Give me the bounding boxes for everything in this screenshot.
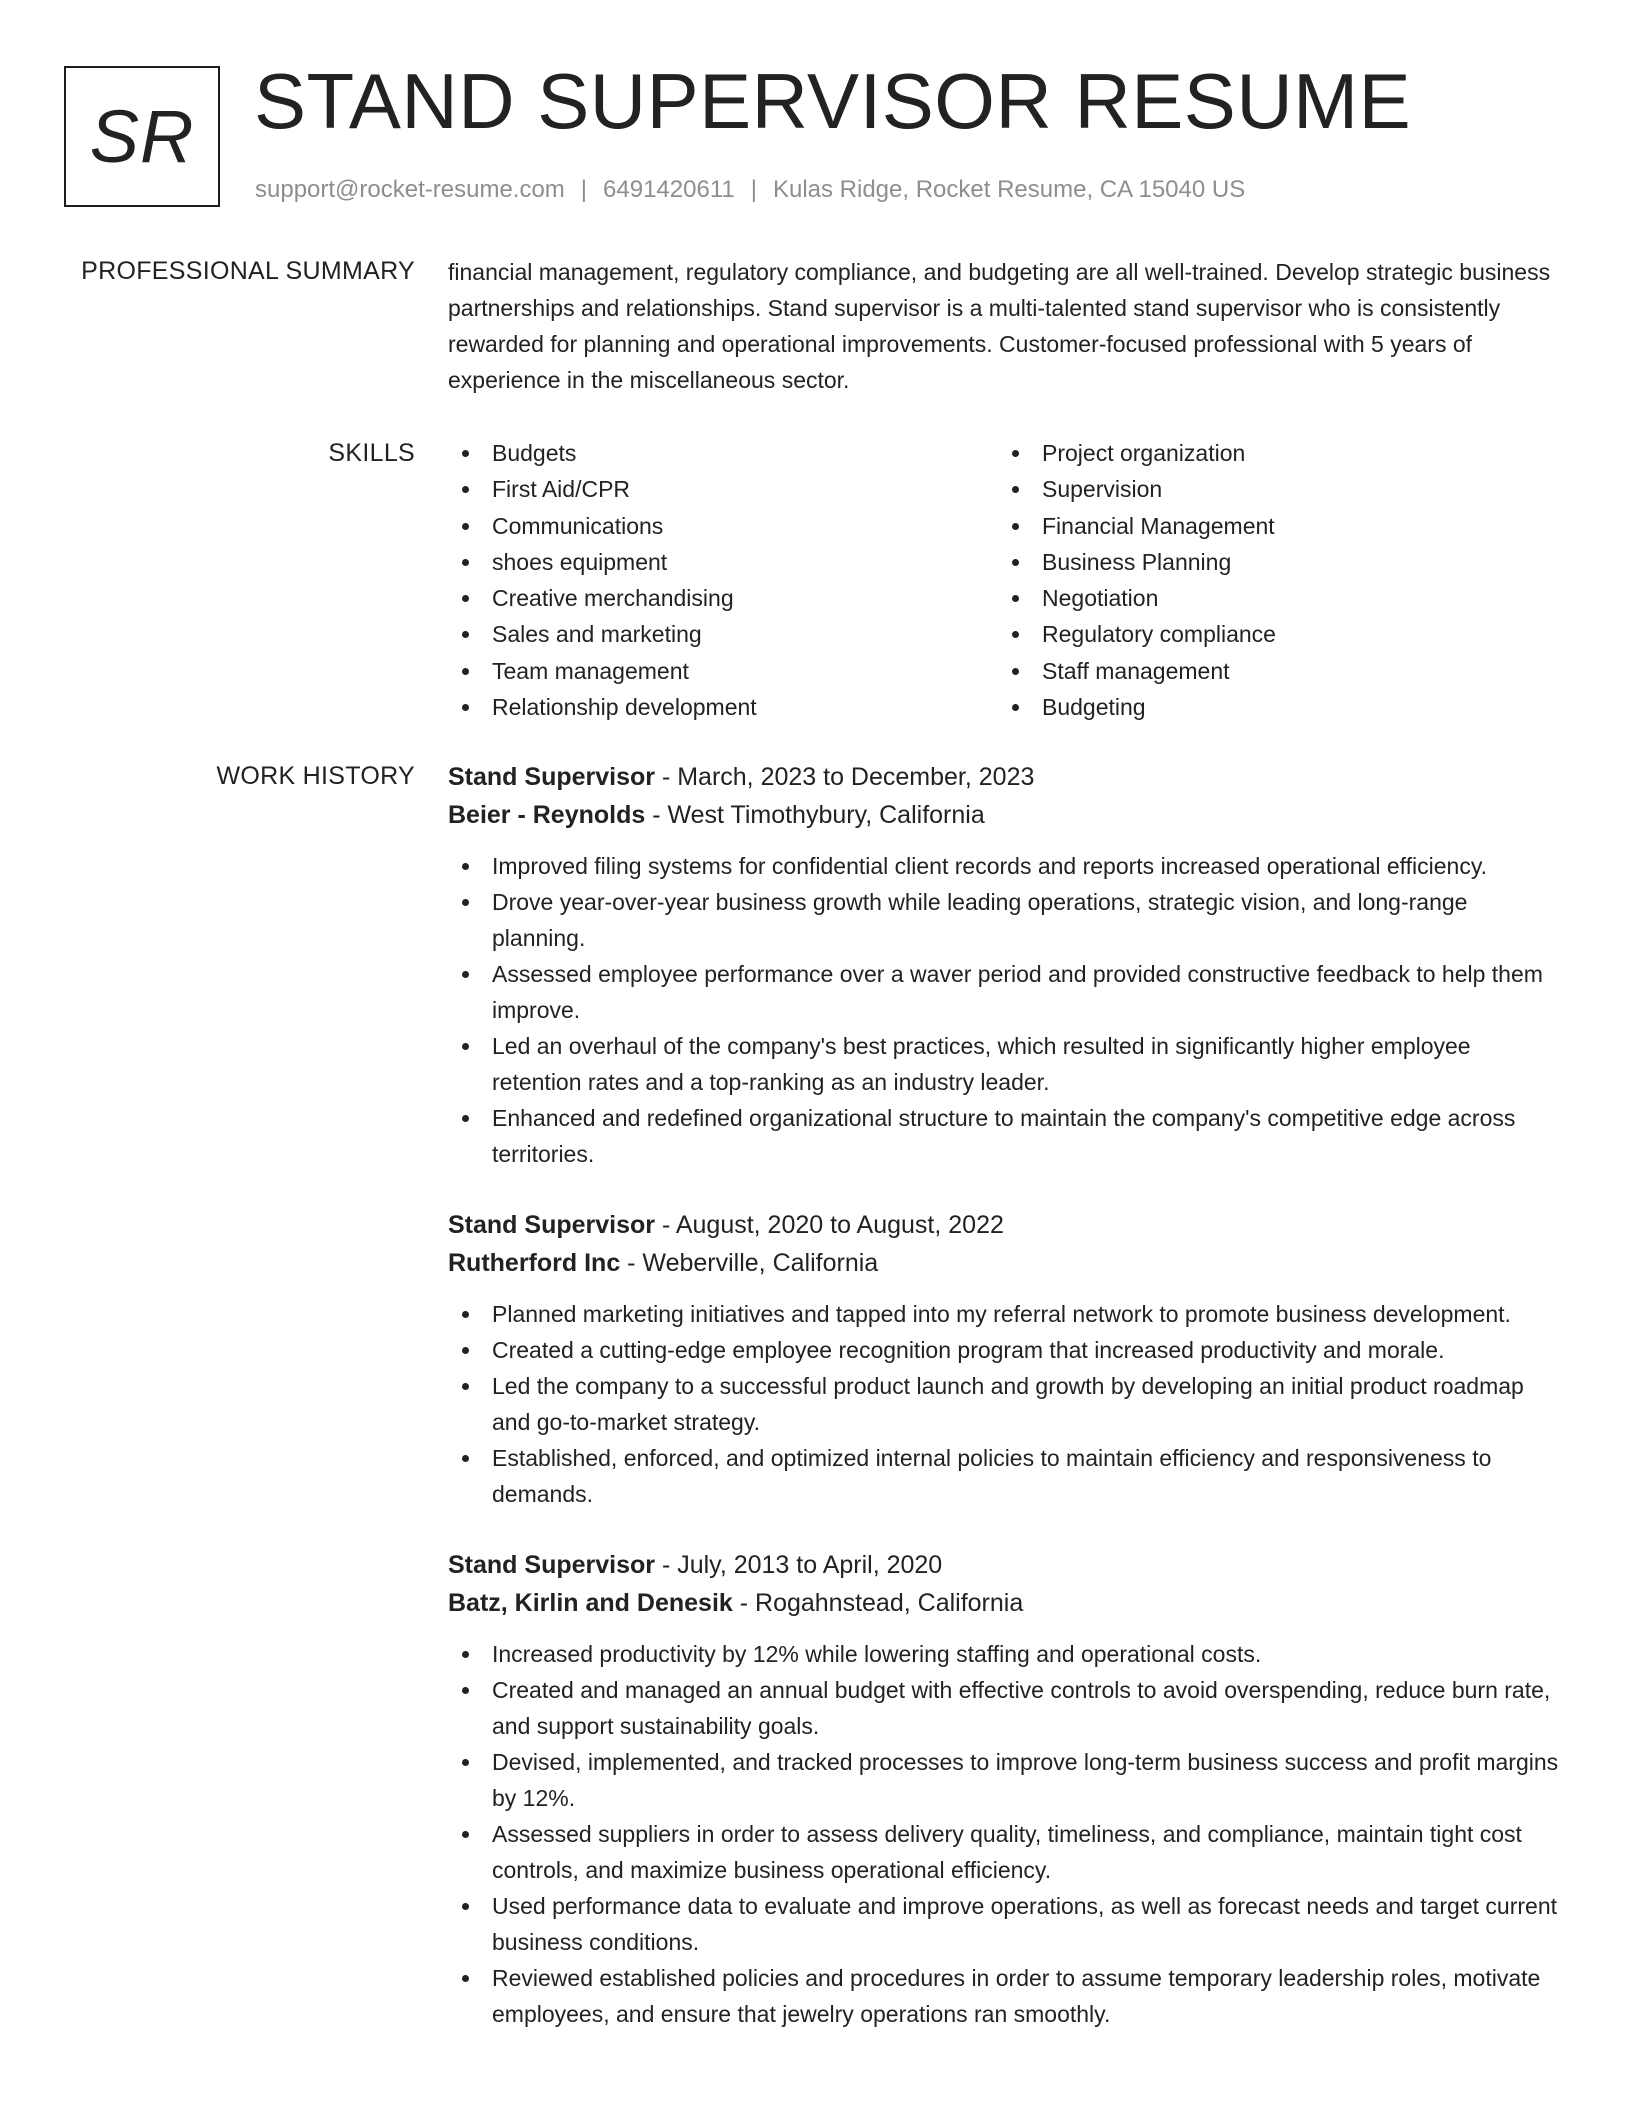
skill-label: Regulatory compliance (1042, 621, 1276, 648)
job-bullet-list (448, 1636, 1566, 2032)
contact-address: Kulas Ridge, Rocket Resume, CA 15040 US (772, 176, 1246, 203)
skill-label: Budgets (492, 440, 577, 466)
skill-label: Negotiation (1042, 585, 1159, 612)
job-bullet-text: Led the company to a successful product launch and growth by developing an initial product roadmap and go-to-market strategy. (492, 1373, 1524, 1435)
bullet-dot-icon (1012, 486, 1019, 493)
skill-label: Business Planning (1042, 548, 1232, 575)
bullet-dot-icon (1012, 595, 1019, 602)
skill-label: Financial Management (1042, 512, 1275, 539)
job-title: Stand Supervisor (448, 763, 655, 791)
bullet-dot-icon (1012, 704, 1019, 711)
skill-label: shoes equipment (492, 548, 668, 575)
job-location: - West Timothybury, California (645, 801, 985, 829)
job-bullet-text: Led an overhaul of the company's best practices, which resulted in significantly higher employee retention rates and a top-ranking as an industry leader. (492, 1033, 1471, 1095)
bullet-dot-icon (462, 486, 469, 493)
skill-label: Communications (492, 512, 664, 539)
job-bullet-text: Created and managed an annual budget with effective controls to avoid overspending, reduce burn rate, and support sustainability goals. (492, 1677, 1551, 1739)
job-dates: - August, 2020 to August, 2022 (655, 1211, 1004, 1239)
skill-item (448, 580, 998, 616)
job-dates: - March, 2023 to December, 2023 (655, 763, 1035, 791)
skill-item (998, 653, 1548, 689)
contact-separator: | (580, 176, 588, 203)
bullet-dot-icon (462, 1115, 469, 1122)
job-bullet-item (448, 884, 1566, 956)
bullet-dot-icon (462, 704, 469, 711)
bullet-dot-icon (462, 1759, 469, 1766)
work-history-body (448, 758, 1566, 2066)
contact-separator: | (750, 176, 757, 203)
job-dates: - July, 2013 to April, 2020 (655, 1551, 943, 1579)
job-bullet-item (448, 1672, 1566, 1744)
job-bullet-text: Established, enforced, and optimized internal policies to maintain efficiency and responsiveness to demands. (492, 1445, 1492, 1507)
skill-item (448, 689, 998, 725)
job-bullet-text: Reviewed established policies and procedures in order to assume temporary leadership roles, motivate employees, and ensure that jewelry operations ran smoothly. (492, 1965, 1541, 2027)
bullet-dot-icon (462, 1903, 469, 1910)
skill-label: Sales and marketing (492, 621, 702, 648)
bullet-dot-icon (462, 1311, 469, 1318)
job-bullet-item (448, 1888, 1566, 1960)
bullet-dot-icon (462, 595, 469, 602)
bullet-dot-icon (1012, 523, 1019, 530)
bullet-dot-icon (462, 863, 469, 870)
skill-item (998, 580, 1548, 616)
skill-item (448, 435, 998, 471)
bullet-dot-icon (462, 1383, 469, 1390)
job-company-line (448, 1244, 1566, 1282)
skill-item (448, 471, 998, 507)
section-label-skills: SKILLS (328, 439, 415, 467)
job-bullet-item (448, 1100, 1566, 1172)
bullet-dot-icon (462, 523, 469, 530)
bullet-dot-icon (462, 971, 469, 978)
section-label-summary: PROFESSIONAL SUMMARY (81, 257, 415, 285)
contact-phone[interactable]: 6491420611 (603, 176, 735, 203)
job-bullet-item (448, 1744, 1566, 1816)
skill-label: Project organization (1042, 440, 1246, 466)
job-bullet-item (448, 1636, 1566, 1672)
job-company-line (448, 796, 1566, 834)
skill-label: First Aid/CPR (492, 476, 631, 503)
job-entry (448, 1546, 1566, 2032)
job-company: Batz, Kirlin and Denesik (448, 1589, 733, 1617)
bullet-dot-icon (462, 1347, 469, 1354)
bullet-dot-icon (462, 668, 469, 675)
job-bullet-item (448, 956, 1566, 1028)
bullet-dot-icon (462, 1687, 469, 1694)
job-entry (448, 758, 1566, 1172)
skill-item (998, 435, 1548, 471)
bullet-dot-icon (462, 1455, 469, 1462)
job-bullet-text: Created a cutting-edge employee recognition program that increased productivity and morale. (492, 1337, 1445, 1363)
job-bullet-list (448, 1296, 1566, 1512)
job-bullet-item (448, 1332, 1566, 1368)
bullet-dot-icon (1012, 668, 1019, 675)
job-bullet-item (448, 1816, 1566, 1888)
job-bullet-text: Planned marketing initiatives and tapped into my referral network to promote business development. (492, 1301, 1511, 1327)
skills-body (448, 435, 1566, 725)
skill-label: Staff management (1042, 657, 1230, 684)
job-bullet-item (448, 848, 1566, 884)
skills-column-right (998, 435, 1548, 725)
job-title: Stand Supervisor (448, 1211, 655, 1239)
job-location: - Weberville, California (620, 1249, 879, 1277)
skill-label: Team management (492, 657, 689, 684)
job-bullet-item (448, 1960, 1566, 2032)
job-company: Rutherford Inc (448, 1249, 621, 1277)
resume-title: STAND SUPERVISOR RESUME (254, 57, 1412, 145)
job-company-line (448, 1584, 1566, 1622)
skill-item (448, 616, 998, 652)
job-bullet-item (448, 1296, 1566, 1332)
job-bullet-text: Increased productivity by 12% while lowering staffing and operational costs. (492, 1641, 1262, 1667)
job-title: Stand Supervisor (448, 1551, 655, 1579)
job-title-line (448, 1546, 1566, 1584)
job-bullet-text: Assessed employee performance over a waver period and provided constructive feedback to help them improve. (492, 961, 1543, 1023)
bullet-dot-icon (1012, 450, 1019, 457)
summary-text: financial management, regulatory compliance, and budgeting are all well-trained. Develop strategic business partnerships and relationships. Stand supervisor is a multi-talented stand supervisor who is consistently rewarded for planning and operational improvements. Customer-focused professional with 5 years of experience in the miscellaneous sector. (448, 259, 1551, 393)
skill-item (998, 508, 1548, 544)
monogram-box (64, 66, 220, 207)
skills-grid (448, 435, 1566, 725)
job-bullet-text: Improved filing systems for confidential client records and reports increased operational efficiency. (492, 853, 1488, 879)
skills-column-left (448, 435, 998, 725)
skill-label: Budgeting (1042, 694, 1146, 721)
bullet-dot-icon (462, 1043, 469, 1050)
monogram-initials: SR (89, 94, 195, 178)
job-location: - Rogahnstead, California (732, 1589, 1024, 1617)
job-bullet-text: Drove year-over-year business growth while leading operations, strategic vision, and long-range planning. (492, 889, 1468, 951)
job-bullet-text: Devised, implemented, and tracked processes to improve long-term business success and profit margins by 12%. (492, 1749, 1559, 1811)
job-bullet-text: Assessed suppliers in order to assess delivery quality, timeliness, and compliance, maintain tight cost controls, and maximize business operational efficiency. (492, 1821, 1522, 1883)
job-bullet-item (448, 1440, 1566, 1512)
job-company: Beier - Reynolds (448, 801, 646, 829)
summary-body (448, 254, 1566, 398)
contact-email[interactable]: support@rocket-resume.com (255, 176, 565, 203)
bullet-dot-icon (462, 1651, 469, 1658)
skill-item (448, 508, 998, 544)
job-bullet-text: Used performance data to evaluate and improve operations, as well as forecast needs and target current business conditions. (492, 1893, 1557, 1955)
skill-label: Supervision (1042, 476, 1163, 503)
skill-item (448, 653, 998, 689)
bullet-dot-icon (462, 1831, 469, 1838)
job-bullet-text: Enhanced and redefined organizational structure to maintain the company's competitive edge across territories. (492, 1105, 1516, 1167)
section-label-work-history: WORK HISTORY (216, 762, 415, 790)
skill-item (998, 471, 1548, 507)
contact-line (255, 174, 1245, 206)
bullet-dot-icon (462, 1975, 469, 1982)
job-bullet-item (448, 1028, 1566, 1100)
bullet-dot-icon (1012, 559, 1019, 566)
bullet-dot-icon (462, 559, 469, 566)
skill-label: Creative merchandising (492, 585, 734, 612)
bullet-dot-icon (462, 450, 469, 457)
skill-item (448, 544, 998, 580)
job-entry (448, 1206, 1566, 1512)
bullet-dot-icon (462, 631, 469, 638)
skill-item (998, 544, 1548, 580)
skill-item (998, 689, 1548, 725)
job-bullet-item (448, 1368, 1566, 1440)
job-title-line (448, 1206, 1566, 1244)
job-bullet-list (448, 848, 1566, 1172)
bullet-dot-icon (1012, 631, 1019, 638)
job-title-line (448, 758, 1566, 796)
skill-label: Relationship development (492, 694, 757, 721)
bullet-dot-icon (462, 899, 469, 906)
skill-item (998, 616, 1548, 652)
